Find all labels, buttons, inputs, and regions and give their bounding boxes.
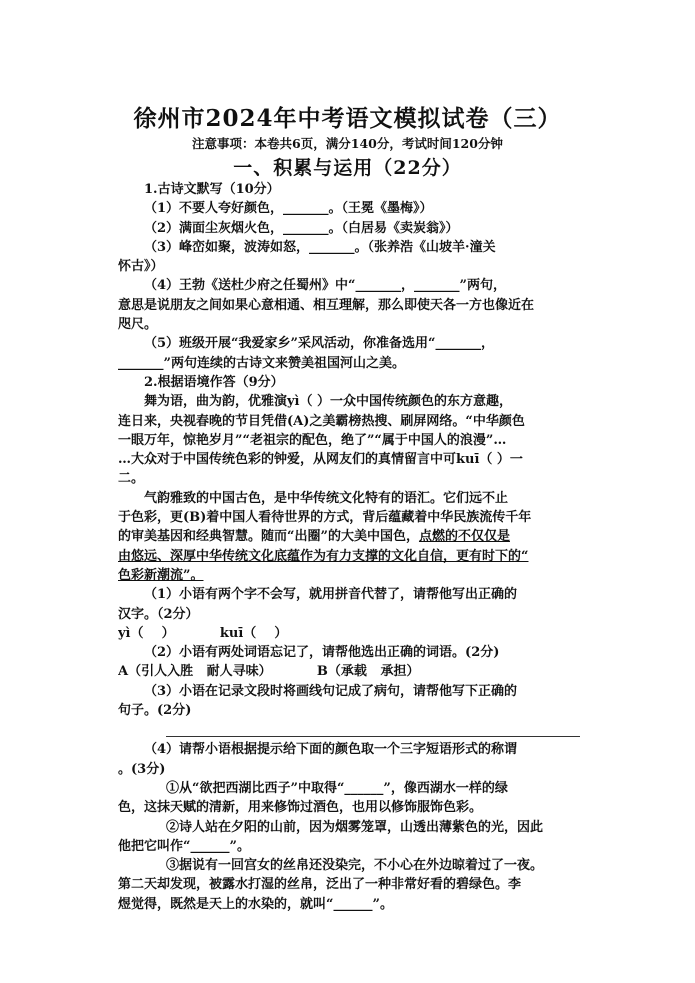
color-clue-3-cont: 第二天却发现，被露水打湿的丝帛，泛出了一种非常好看的碧绿色。李 xyxy=(118,877,522,893)
exam-notice: 注意事项：本卷共6页，满分140分，考试时间120分钟 xyxy=(192,136,503,151)
color-clue-1: ①从“欲把西湖比西子”中取得“______”，像西湖水一样的绿 xyxy=(166,780,508,796)
subquestion-1: （1）小语有两个字不会写，就用拼音代替了，请帮他写出正确的 xyxy=(144,587,518,603)
color-clue-1-cont: 色，这抹天赋的清新，用来修饰过酒色，也用以修饰服饰色彩。 xyxy=(118,800,483,816)
passage-line: 舞为语，曲为韵，优雅演yì（ ）一众中国传统颜色的东方意趣， xyxy=(144,394,513,410)
section-heading: 一、积累与运用（22分） xyxy=(233,157,462,179)
question-1-item-5: （5）班级开展“我爱家乡”采风活动，你准备选用“_______， xyxy=(144,336,494,352)
color-clue-3-cont: 煜觉得，既然是天上的水染的，就叫“______”。 xyxy=(118,896,393,912)
underlined-sentence: 色彩新潮流”。 xyxy=(118,567,204,583)
answer-line xyxy=(166,720,580,737)
passage-line xyxy=(118,527,580,546)
page-title: 徐州市2024年中考语文模拟试卷（三） xyxy=(133,105,562,132)
passage-line: 连日来，央视春晚的节目凭借(A)之美霸榜热搜、刷屏网络。“中华颜色 xyxy=(118,413,525,429)
subquestion-4: （4）请帮小语根据提示给下面的颜色取一个三字短语形式的称谓 xyxy=(144,742,518,758)
underlined-sentence: 点燃的不仅仅是 xyxy=(418,529,510,545)
color-clue-2-cont: 他把它叫作“______”。 xyxy=(118,838,250,854)
exam-body xyxy=(118,180,580,914)
question-1-item-5-cont: _______”两句连续的古诗文来赞美祖国河山之美。 xyxy=(118,355,405,371)
passage-line: 于色彩，更(B)着中国人看待世界的方式，背后蕴藏着中华民族流传千年 xyxy=(118,510,532,526)
question-1-item-4-cont: 咫尺。 xyxy=(118,317,158,333)
question-1-item-4: （4）王勃《送杜少府之任蜀州》中“_______，_______”两句， xyxy=(144,278,507,294)
subquestion-4-cont: 。(3分) xyxy=(118,761,166,777)
question-2-heading: 2.根据语境作答（9分） xyxy=(144,374,284,390)
question-1-item-3: （3）峰峦如聚，波涛如怒，_______。（张养浩《山坡羊·潼关 xyxy=(144,239,496,255)
passage-line: …大众对于中国传统色彩的钟爱，从网友们的真情留言中可kuī（ ）一 xyxy=(118,452,523,468)
question-1-item-2: （2）满面尘灰烟火色，_______。（白居易《卖炭翁》） xyxy=(144,220,459,236)
passage-line: 二。 xyxy=(118,471,145,487)
subquestion-3: （3）小语在记录文段时将画线句记成了病句，请帮他写下正确的 xyxy=(144,683,518,699)
subquestion-2: （2）小语有两处词语忘记了，请帮他选出正确的词语。(2分) xyxy=(144,645,500,661)
passage-line: 一眼万年，惊艳岁月”“老祖宗的配色，绝了”“属于中国人的浪漫”… xyxy=(118,432,507,448)
question-1-heading: 1.古诗文默写（10分） xyxy=(144,182,280,197)
word-choices: A（引人入胜 耐人寻味） B（承载 承担） xyxy=(118,664,420,680)
color-clue-2: ②诗人站在夕阳的山前，因为烟雾笼罩，山透出薄紫色的光，因此 xyxy=(166,819,544,835)
underlined-sentence: 由悠远、深厚中华传统文化底蕴作为有力支撑的文化自信，更有时下的“ xyxy=(118,548,529,564)
question-1-item-4-cont: 意思是说朋友之间如果心意相通、相互理解，那么即使天各一方也像近在 xyxy=(118,297,535,313)
passage-line: 气韵雅致的中国古色，是中华传统文化特有的语汇。它们远不止 xyxy=(144,490,509,506)
question-1-item-1: （1）不要人夸好颜色，_______。（王冕《墨梅》） xyxy=(144,201,433,217)
color-clue-3: ③据说有一回宫女的丝帛还没染完，不小心在外边晾着过了一夜。 xyxy=(166,858,544,874)
passage-text: 的审美基因和经典智慧。随而“出圈”的大美中国色， xyxy=(118,529,419,545)
pinyin-answer-slots: yì（ ） kuī（ ） xyxy=(118,625,288,641)
subquestion-3-cont: 句子。(2分) xyxy=(118,703,192,719)
question-1-item-3-cont: 怀古》） xyxy=(118,259,164,275)
subquestion-1-cont: 汉字。（2分） xyxy=(118,606,199,622)
